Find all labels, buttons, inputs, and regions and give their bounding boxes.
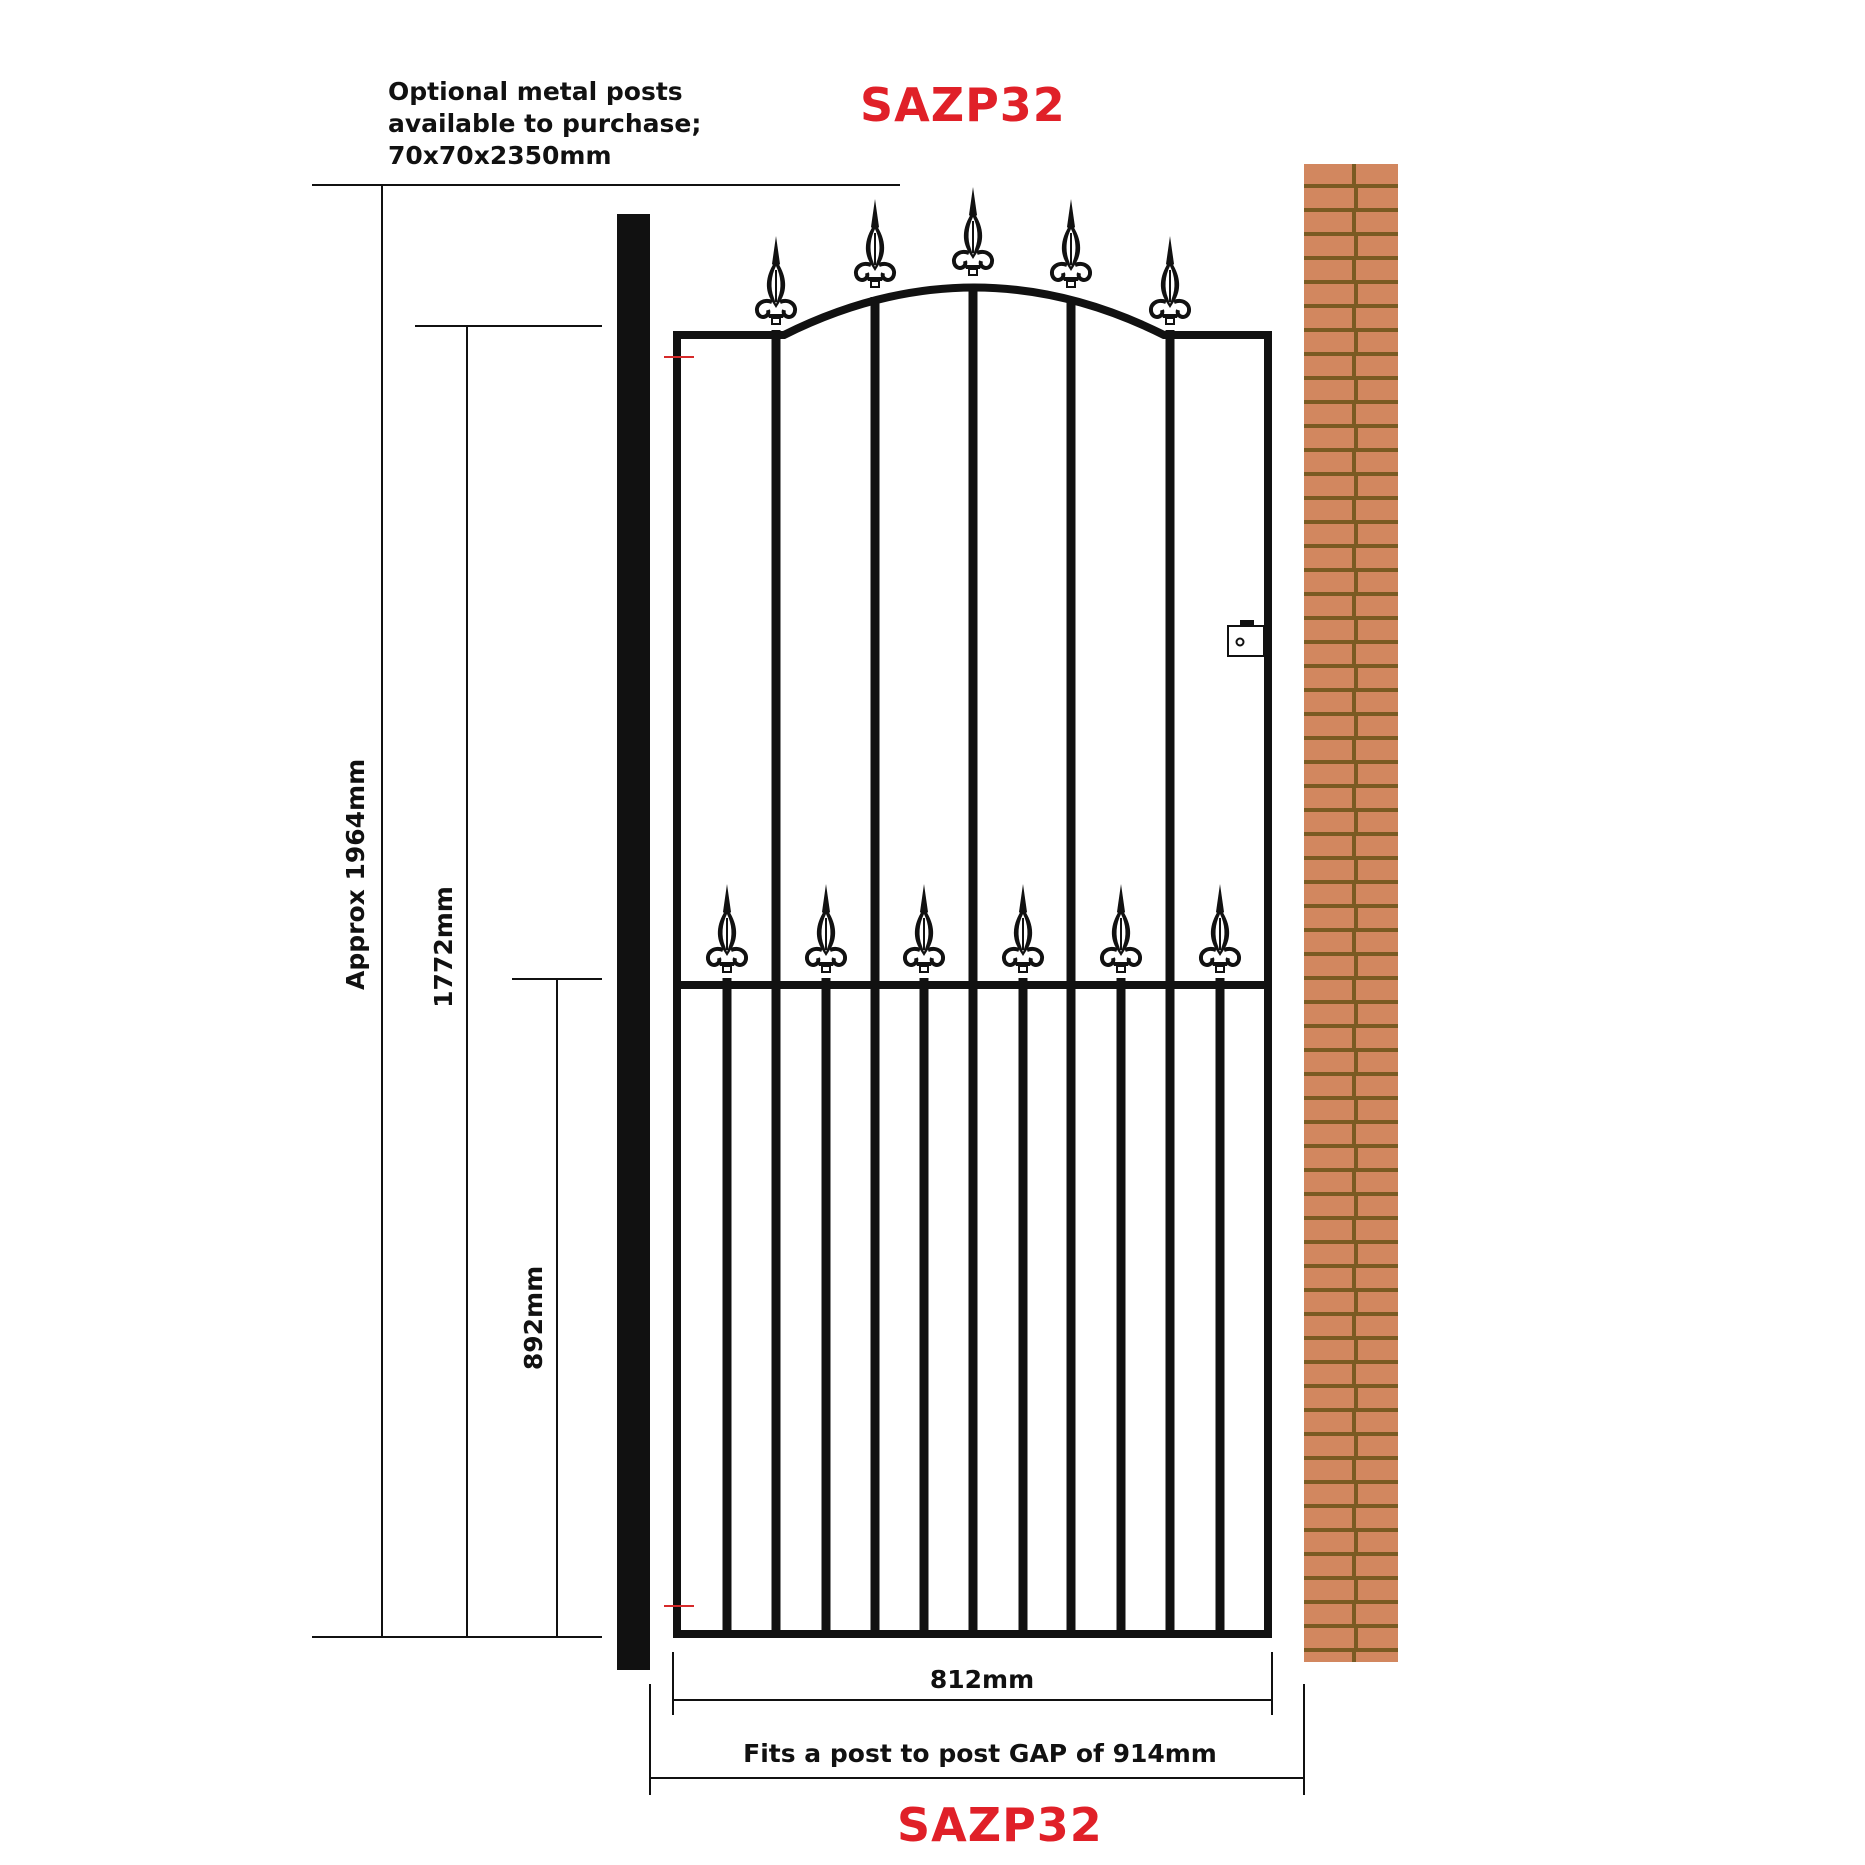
height-dimension-lines: [312, 185, 900, 1637]
post-gap-label: Fits a post to post GAP of 914mm: [743, 1739, 1217, 1768]
lower-height-label: 892mm: [519, 1265, 548, 1371]
product-code-bottom: SAZP32: [897, 1798, 1103, 1852]
finial-icon: [856, 199, 894, 287]
gate-width-label: 812mm: [929, 1665, 1035, 1694]
gate-height-label: 1772mm: [429, 886, 458, 1008]
note-line: Optional metal posts: [388, 77, 683, 106]
finial-icon: [905, 884, 943, 972]
finial-icon: [954, 187, 992, 275]
optional-posts-note: [388, 76, 701, 172]
latch-icon: [1228, 620, 1264, 656]
finial-icon: [1004, 884, 1042, 972]
product-code-top: SAZP32: [860, 78, 1066, 132]
note-line: 70x70x2350mm: [388, 141, 612, 170]
finial-icon: [1201, 884, 1239, 972]
finial-icon: [1102, 884, 1140, 972]
brick-pier: [1304, 164, 1398, 1662]
finial-icon: [807, 884, 845, 972]
note-line: available to purchase;: [388, 109, 702, 138]
finial-icon: [757, 236, 795, 324]
finial-icon: [1151, 236, 1189, 324]
metal-post: [617, 214, 650, 1670]
finial-icon: [1052, 199, 1090, 287]
overall-height-label: Approx 1964mm: [341, 758, 370, 990]
finial-icon: [708, 884, 746, 972]
